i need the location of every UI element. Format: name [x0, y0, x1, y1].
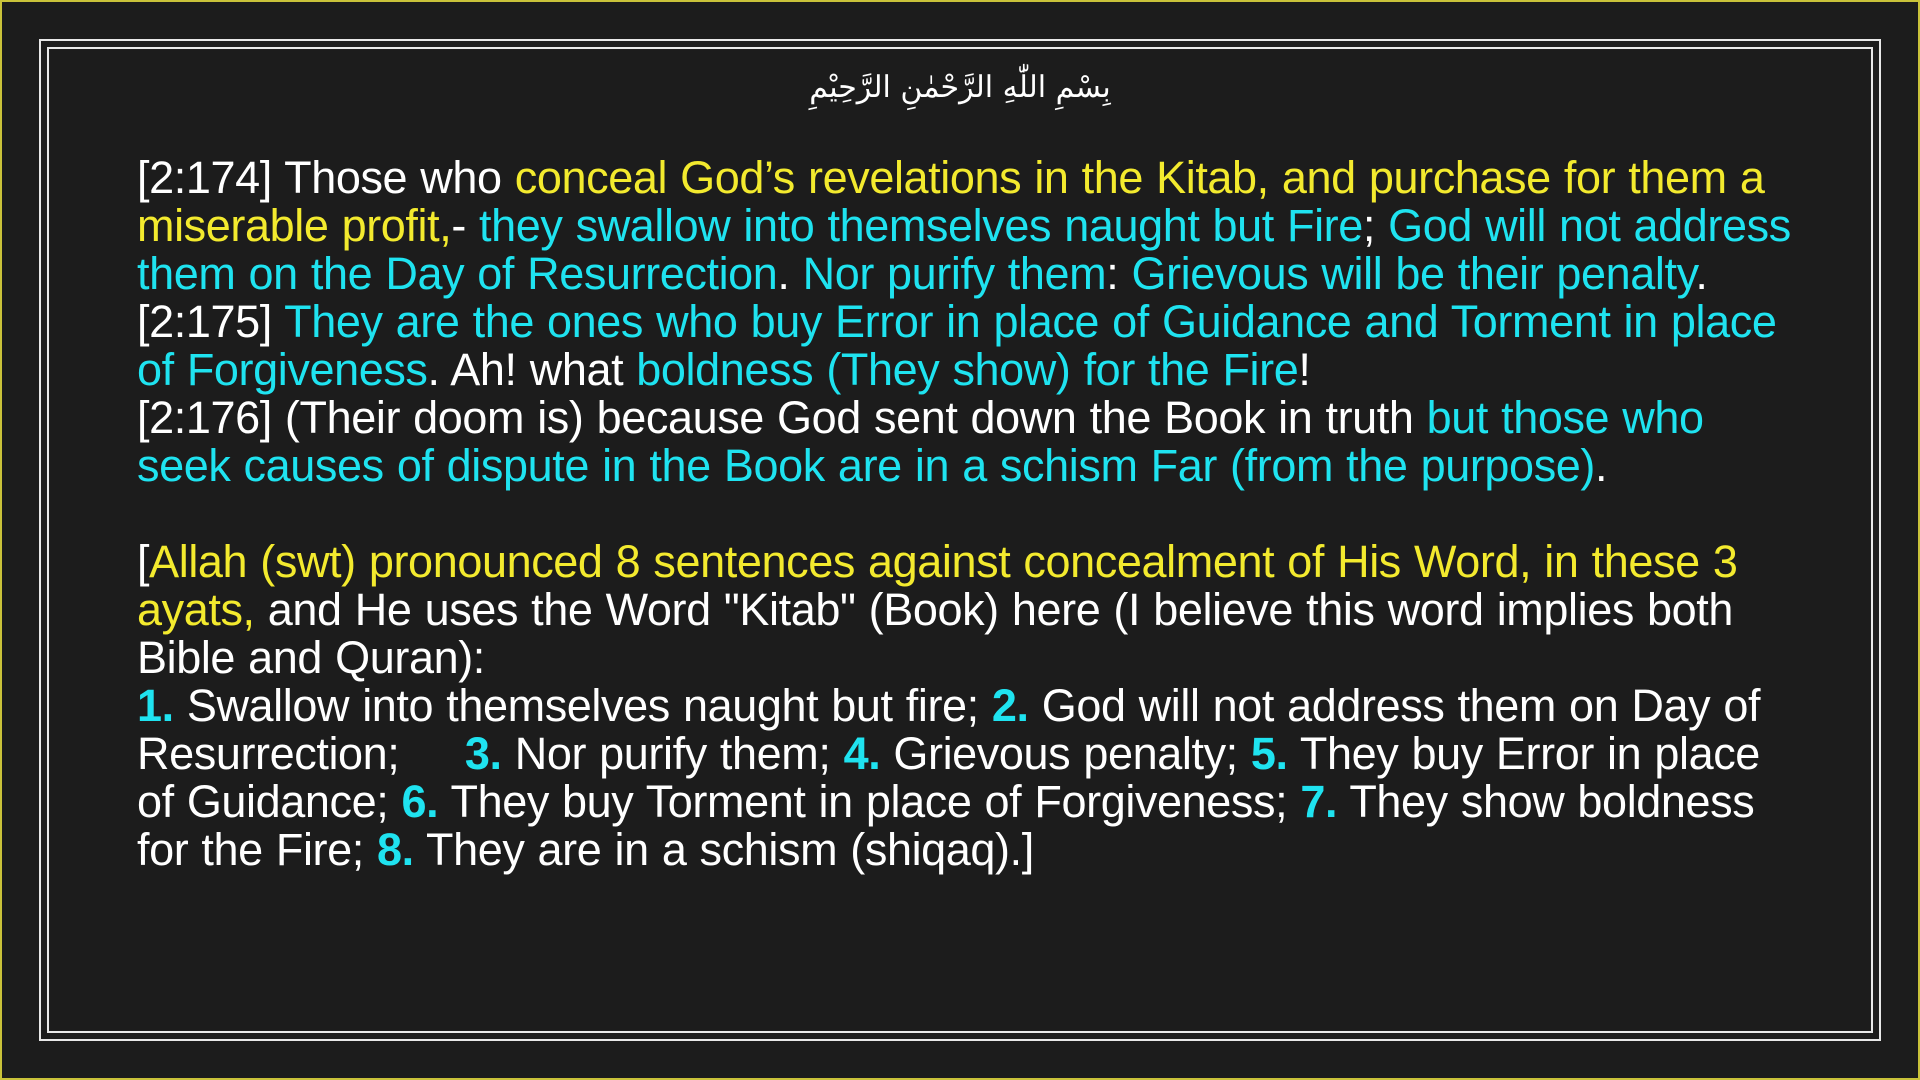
verse-highlight-cyan: God will not address them on the Day of Resurrection [137, 200, 1791, 299]
list-item-text: God will not address them on Day of Resurrection; [137, 680, 1774, 779]
commentary-bracket: [ [137, 536, 150, 587]
list-number: 5. [1250, 728, 1288, 779]
list-item-text: Grievous penalty; [880, 728, 1251, 779]
commentary-highlight-yellow: Allah (swt) pronounced 8 sentences against concealment of His Word, in these 3 ayats, [137, 536, 1738, 635]
paragraph-gap [137, 490, 1797, 538]
slide-content [137, 154, 1797, 874]
list-number: 6. [401, 776, 439, 827]
commentary-list [137, 682, 1797, 874]
verse-text: . [777, 248, 803, 299]
verse-text: . [1595, 440, 1608, 491]
verse-ref: [2:175] [137, 296, 285, 347]
verse-highlight-cyan: but those who seek causes of dispute in the Book are in a schism Far (from the purpose) [137, 392, 1704, 491]
verse-text: . [1695, 248, 1708, 299]
list-item-text: They buy Error in place of Guidance; [137, 728, 1760, 827]
list-item-text: Nor purify them; [501, 728, 844, 779]
verse-2-175 [137, 298, 1797, 394]
list-item-text: They are in a schism (shiqaq).] [413, 824, 1034, 875]
list-number: 1. [137, 680, 174, 731]
verse-text: ! [1298, 344, 1311, 395]
verse-highlight-cyan: boldness (They show) for the Fire [636, 344, 1299, 395]
verse-ref: [2:174] [137, 152, 272, 203]
verse-text: ; [1362, 200, 1389, 251]
verse-highlight-cyan: Nor purify them [802, 248, 1107, 299]
basmala-heading: بِسْمِ اللّٰهِ الرَّحْمٰنِ الرَّحِيْمِ [809, 70, 1111, 105]
verse-highlight-yellow: conceal God’s revelations in the Kitab, and purchase for them a miserable profit, [137, 152, 1765, 251]
verse-ref: [2:176] [137, 392, 272, 443]
verse-text: (Their doom is) because God sent down the Book in truth [271, 392, 1427, 443]
list-item-text: Swallow into themselves naught but fire; [173, 680, 992, 731]
list-number: 8. [376, 824, 414, 875]
verse-2-176 [137, 394, 1797, 490]
verse-highlight-cyan: They are the ones who buy Error in place of Guidance and Torment in place of Forgiveness [137, 296, 1777, 395]
list-item-text: They show boldness for the Fire; [137, 776, 1755, 875]
verse-highlight-cyan: they swallow into themselves naught but Fire [479, 200, 1363, 251]
list-number: 2. [991, 680, 1029, 731]
verse-text: - [451, 200, 480, 251]
commentary-text: and He uses the Word "Kitab" (Book) here (I believe this word implies both Bible and Quran): [137, 584, 1734, 683]
verse-highlight-cyan: Grievous will be their penalty [1131, 248, 1696, 299]
verse-text: : [1106, 248, 1132, 299]
list-number: 3. [464, 728, 502, 779]
verse-2-174 [137, 154, 1797, 298]
list-number: 7. [1300, 776, 1338, 827]
commentary-paragraph [137, 538, 1797, 682]
list-number: 4. [843, 728, 881, 779]
verse-text: Those who [271, 152, 515, 203]
list-item-text: They buy Torment in place of Forgiveness; [438, 776, 1301, 827]
verse-text: . Ah! what [427, 344, 637, 395]
